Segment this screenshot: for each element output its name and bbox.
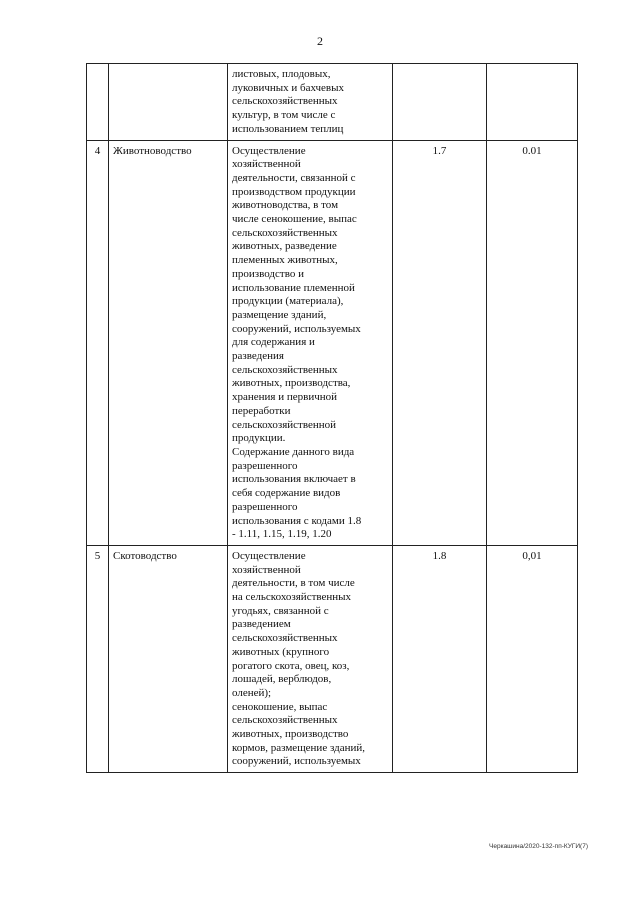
description-line: сельскохозяйственной: [232, 418, 337, 431]
land-use-name-cell: Скотоводство: [109, 545, 228, 772]
description-cell: [228, 140, 393, 545]
description-line: деятельности, связанной с: [232, 171, 356, 184]
description-line: хранения и первичной: [232, 391, 338, 404]
page-number: 2: [317, 34, 323, 48]
description-line: лошадей, верблюдов,: [232, 673, 332, 686]
description-line: производством продукции: [232, 185, 356, 198]
land-use-name-cell: [109, 64, 228, 141]
rate-cell: 0.01: [487, 140, 578, 545]
description-line: Осуществление: [232, 144, 306, 157]
description-line: использование племенной: [232, 281, 355, 294]
code-cell: [393, 64, 487, 141]
description-line: Осуществление: [232, 549, 306, 562]
description-line: переработки: [232, 404, 291, 417]
description-line: сельскохозяйственных: [232, 95, 338, 108]
description-line: на сельскохозяйственных: [232, 591, 352, 604]
description-line: оленей);: [232, 686, 272, 699]
description-line: разведением: [232, 618, 291, 631]
description-line: сооружений, используемых: [232, 322, 361, 335]
description-cell: [228, 545, 393, 772]
description-line: листовых, плодовых,: [232, 68, 331, 80]
description-cell: [228, 64, 393, 141]
description-line: луковичных и бахчевых: [232, 81, 344, 94]
description-line: Содержание данного вида: [232, 445, 355, 458]
description-line: себя содержание видов: [232, 487, 341, 500]
description-line: животных, производство: [232, 728, 349, 741]
description-line: угодьях, связанной с: [232, 604, 329, 617]
description-line: сельскохозяйственных: [232, 714, 338, 727]
description-line: племенных животных,: [232, 254, 338, 267]
description-line: для содержания и: [232, 336, 315, 349]
description-line: кормов, размещение зданий,: [232, 741, 365, 754]
rate-cell: [487, 64, 578, 141]
description-line: животных, производства,: [232, 377, 351, 390]
description-line: животных (крупного: [232, 645, 330, 658]
description-line: культур, в том числе с: [232, 109, 336, 122]
description-line: разрешенного: [232, 500, 298, 513]
description-line: рогатого скота, овец, коз,: [232, 659, 350, 672]
description-line: использования включает в: [232, 473, 356, 486]
table-row: [87, 545, 578, 772]
description-line: - 1.11, 1.15, 1.19, 1.20: [232, 528, 332, 541]
table-body: [87, 64, 578, 773]
code-cell: 1.8: [393, 545, 487, 772]
code-cell: 1.7: [393, 140, 487, 545]
description-line: сельскохозяйственных: [232, 226, 338, 239]
row-number-cell: 4: [87, 140, 109, 545]
row-number-cell: 5: [87, 545, 109, 772]
description-line: сельскохозяйственных: [232, 632, 338, 645]
rate-cell: 0,01: [487, 545, 578, 772]
description-line: сельскохозяйственных: [232, 363, 338, 376]
row-number-cell: [87, 64, 109, 141]
description-line: сооружений, используемых: [232, 755, 361, 768]
description-line: хозяйственной: [232, 563, 301, 576]
description-line: хозяйственной: [232, 158, 301, 171]
description-line: животных, разведение: [232, 240, 337, 253]
description-line: размещение зданий,: [232, 308, 327, 321]
document-reference: Черкашина/2020-132-пп-КУГИ(7): [489, 843, 588, 850]
description-line: сенокошение, выпас: [232, 700, 328, 713]
land-use-table: [86, 63, 578, 773]
description-line: использованием теплиц: [232, 122, 344, 135]
land-use-name-cell: Животноводство: [109, 140, 228, 545]
description-line: использования с кодами 1.8: [232, 514, 362, 527]
table-row: [87, 140, 578, 545]
description-line: животноводства, в том: [232, 199, 339, 212]
description-line: разрешенного: [232, 459, 298, 472]
description-line: продукции.: [232, 432, 286, 445]
description-line: продукции (материала),: [232, 295, 344, 308]
description-line: деятельности, в том числе: [232, 577, 355, 590]
table-row: [87, 64, 578, 141]
description-line: разведения: [232, 350, 284, 363]
description-line: числе сенокошение, выпас: [232, 213, 357, 226]
description-line: производство и: [232, 267, 304, 280]
